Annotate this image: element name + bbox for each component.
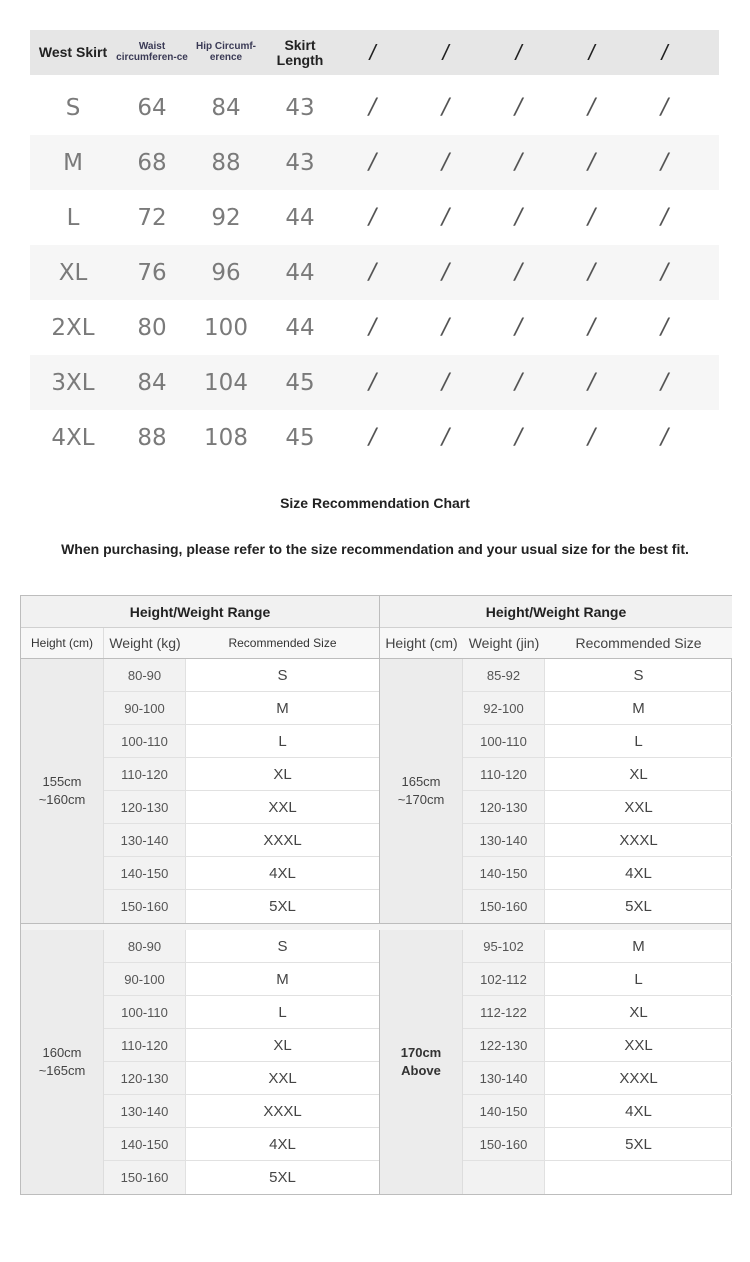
- left-size-col: Recommended Size: [228, 636, 337, 650]
- size-label: L: [66, 204, 80, 231]
- recommendation-row: [463, 857, 732, 890]
- height-line: 160cm: [42, 1044, 82, 1060]
- recommendation-row: [104, 1095, 379, 1128]
- recommended-size: XXXL: [263, 831, 302, 849]
- weight-size-rows: [463, 659, 732, 923]
- recommendation-row: [463, 692, 732, 725]
- recommendation-row: [104, 758, 379, 791]
- height-line: 155cm: [42, 773, 82, 789]
- recommended-size: 5XL: [625, 898, 652, 915]
- blank-cell: /: [441, 205, 450, 230]
- weight-range: 80-90: [104, 930, 186, 962]
- hip-value: 100: [204, 314, 248, 341]
- recommended-size: XL: [629, 1003, 648, 1021]
- blank-cell: /: [514, 370, 523, 395]
- size-row: [30, 300, 719, 355]
- recommendation-row: [104, 659, 379, 692]
- left-weight-col: Weight (kg): [109, 635, 181, 651]
- size-label: M: [63, 149, 83, 176]
- blank-cell: /: [368, 150, 377, 175]
- recommendation-row: [104, 857, 379, 890]
- header-blank: /: [588, 39, 595, 65]
- block-top-left: [21, 659, 380, 923]
- blank-cell: /: [514, 260, 523, 285]
- chart-title: Size Recommendation Chart: [280, 495, 470, 511]
- weight-size-rows: [104, 659, 379, 923]
- blank-cell: /: [587, 425, 596, 450]
- recommendation-row: [463, 758, 732, 791]
- header-skirt-length: Skirt Length: [276, 36, 324, 68]
- waist-value: 64: [137, 94, 167, 121]
- size-row: [30, 245, 719, 300]
- size-table-body: [30, 80, 719, 465]
- recommendation-row: [104, 890, 379, 923]
- recommended-size: 4XL: [269, 864, 296, 882]
- size-row: [30, 410, 719, 465]
- block-bottom-left: [21, 930, 380, 1194]
- header-blank: /: [515, 39, 522, 65]
- blank-cell: /: [441, 370, 450, 395]
- blank-cell: /: [514, 95, 523, 120]
- height-line: Above: [401, 1063, 441, 1078]
- weight-range: 130-140: [104, 1095, 186, 1127]
- recommended-size: [545, 1161, 732, 1194]
- blank-cell: /: [368, 205, 377, 230]
- recommendation-row: [463, 1062, 732, 1095]
- size-label: S: [65, 94, 81, 121]
- recommendation-row: [104, 692, 379, 725]
- recommended-size: 5XL: [625, 1135, 652, 1153]
- weight-range: 150-160: [104, 890, 186, 923]
- left-header: [21, 596, 380, 658]
- height-line: ~160cm: [38, 792, 86, 807]
- size-table: [30, 30, 719, 465]
- weight-size-rows: [104, 930, 379, 1194]
- length-value: 44: [285, 204, 315, 231]
- blank-cell: /: [587, 260, 596, 285]
- height-range: [21, 930, 104, 1194]
- recommendation-row: [463, 1095, 732, 1128]
- right-header: [380, 596, 732, 658]
- weight-range: [463, 1161, 545, 1194]
- recommendation-row: [463, 1029, 732, 1062]
- recommendation-row: [463, 725, 732, 758]
- hip-value: 92: [211, 204, 241, 231]
- blank-cell: /: [660, 370, 669, 395]
- recommended-size: XXXL: [263, 1102, 302, 1120]
- weight-range: 100-110: [104, 996, 186, 1028]
- recommendation-row: [104, 824, 379, 857]
- weight-range: 90-100: [104, 692, 186, 724]
- size-label: XL: [58, 259, 88, 286]
- waist-value: 84: [137, 369, 167, 396]
- size-row: [30, 135, 719, 190]
- recommended-size: XXL: [624, 798, 653, 816]
- weight-range: 102-112: [463, 963, 545, 995]
- recommendation-row: [104, 1161, 379, 1194]
- recommended-size: L: [278, 732, 287, 750]
- weight-range: 130-140: [104, 824, 186, 856]
- left-header-columns: [21, 628, 379, 658]
- blank-cell: /: [660, 260, 669, 285]
- recommended-size: 5XL: [269, 898, 296, 915]
- recommended-size: L: [634, 970, 643, 988]
- recommendation-row: [104, 996, 379, 1029]
- right-header-title: Height/Weight Range: [380, 596, 732, 628]
- blank-cell: /: [441, 315, 450, 340]
- length-value: 43: [285, 149, 315, 176]
- height-line: 165cm: [401, 773, 441, 789]
- recommended-size: L: [634, 732, 643, 750]
- recommendation-block-bottom: [21, 924, 731, 1194]
- hip-value: 108: [204, 424, 248, 451]
- recommendation-row: [463, 890, 732, 923]
- blank-cell: /: [368, 260, 377, 285]
- recommendation-row: [104, 930, 379, 963]
- blank-cell: /: [368, 95, 377, 120]
- recommended-size: XXL: [268, 1069, 297, 1087]
- weight-range: 122-130: [463, 1029, 545, 1061]
- recommended-size: S: [277, 666, 288, 684]
- block-bottom-right: [380, 930, 732, 1194]
- weight-range: 140-150: [104, 1128, 186, 1160]
- weight-range: 130-140: [463, 1062, 545, 1094]
- header-hip: Hip Circumf-erence: [196, 41, 256, 63]
- blank-cell: /: [660, 95, 669, 120]
- blank-cell: /: [514, 425, 523, 450]
- recommended-size: S: [277, 937, 288, 955]
- chart-note: When purchasing, please refer to the size recommendation and your usual size for the best fit.: [61, 541, 689, 557]
- recommendation-row: [463, 791, 732, 824]
- recommended-size: XXXL: [619, 831, 658, 849]
- waist-value: 68: [137, 149, 167, 176]
- recommended-size: XL: [273, 765, 292, 783]
- blank-cell: /: [587, 370, 596, 395]
- height-line: ~170cm: [397, 792, 445, 807]
- recommendation-table: [20, 595, 732, 1195]
- recommendation-row: [463, 996, 732, 1029]
- recommended-size: 5XL: [269, 1169, 296, 1186]
- right-size-col: Recommended Size: [575, 635, 702, 651]
- right-header-columns: [380, 628, 732, 658]
- weight-range: 150-160: [104, 1161, 186, 1194]
- weight-range: 130-140: [463, 824, 545, 856]
- size-label: 2XL: [51, 314, 95, 341]
- blank-cell: /: [514, 315, 523, 340]
- right-height-col: Height (cm): [385, 635, 458, 651]
- recommendation-row: [104, 963, 379, 996]
- recommended-size: XL: [629, 765, 648, 783]
- recommended-size: L: [278, 1003, 287, 1021]
- height-range: [380, 930, 463, 1194]
- weight-size-rows: [463, 930, 732, 1194]
- header-west-skirt: West Skirt: [38, 44, 108, 61]
- size-row: [30, 80, 719, 135]
- weight-range: 92-100: [463, 692, 545, 724]
- recommendation-row: [104, 725, 379, 758]
- recommendation-row: [463, 1161, 732, 1194]
- recommendation-row: [104, 1128, 379, 1161]
- hip-value: 104: [204, 369, 248, 396]
- blank-cell: /: [587, 95, 596, 120]
- blank-cell: /: [660, 205, 669, 230]
- recommendation-header: [21, 596, 731, 659]
- blank-cell: /: [368, 425, 377, 450]
- recommendation-row: [104, 1029, 379, 1062]
- weight-range: 85-92: [463, 659, 545, 691]
- blank-cell: /: [587, 205, 596, 230]
- weight-range: 110-120: [104, 758, 186, 790]
- hip-value: 84: [211, 94, 241, 121]
- header-blank: /: [661, 39, 668, 65]
- weight-range: 140-150: [104, 857, 186, 889]
- length-value: 45: [285, 424, 315, 451]
- weight-range: 140-150: [463, 857, 545, 889]
- waist-value: 72: [137, 204, 167, 231]
- recommended-size: 4XL: [625, 1102, 652, 1120]
- blank-cell: /: [441, 95, 450, 120]
- height-line: ~165cm: [38, 1063, 86, 1078]
- weight-range: 120-130: [104, 791, 186, 823]
- length-value: 45: [285, 369, 315, 396]
- weight-range: 112-122: [463, 996, 545, 1028]
- weight-range: 150-160: [463, 1128, 545, 1160]
- length-value: 43: [285, 94, 315, 121]
- weight-range: 100-110: [104, 725, 186, 757]
- hip-value: 88: [211, 149, 241, 176]
- recommended-size: M: [276, 699, 289, 717]
- blank-cell: /: [660, 315, 669, 340]
- header-blank: /: [442, 39, 449, 65]
- height-range: [380, 659, 463, 923]
- blank-cell: /: [514, 205, 523, 230]
- blank-cell: /: [441, 150, 450, 175]
- weight-range: 140-150: [463, 1095, 545, 1127]
- size-table-header: [30, 30, 719, 75]
- blank-cell: /: [660, 150, 669, 175]
- recommendation-row: [463, 1128, 732, 1161]
- height-line: 170cm: [400, 1044, 442, 1060]
- length-value: 44: [285, 314, 315, 341]
- waist-value: 88: [137, 424, 167, 451]
- blank-cell: /: [587, 150, 596, 175]
- recommendation-row: [104, 791, 379, 824]
- height-range: [21, 659, 104, 923]
- weight-range: 120-130: [463, 791, 545, 823]
- blank-cell: /: [368, 370, 377, 395]
- recommended-size: XXL: [624, 1036, 653, 1054]
- weight-range: 150-160: [463, 890, 545, 923]
- recommended-size: 4XL: [625, 864, 652, 882]
- size-row: [30, 190, 719, 245]
- weight-range: 80-90: [104, 659, 186, 691]
- left-header-title: Height/Weight Range: [21, 596, 379, 628]
- recommended-size: XXXL: [619, 1069, 658, 1087]
- blank-cell: /: [441, 425, 450, 450]
- recommendation-row: [104, 1062, 379, 1095]
- recommendation-block-top: [21, 659, 731, 924]
- header-waist: Waist circumferen-ce: [116, 41, 188, 63]
- recommendation-row: [463, 963, 732, 996]
- blank-cell: /: [587, 315, 596, 340]
- header-blank: /: [369, 39, 376, 65]
- right-weight-col: Weight (jin): [468, 635, 540, 651]
- blank-cell: /: [441, 260, 450, 285]
- weight-range: 95-102: [463, 930, 545, 962]
- recommended-size: XL: [273, 1036, 292, 1054]
- recommended-size: M: [276, 970, 289, 988]
- size-row: [30, 355, 719, 410]
- recommendation-row: [463, 659, 732, 692]
- length-value: 44: [285, 259, 315, 286]
- recommended-size: M: [632, 937, 645, 955]
- weight-range: 100-110: [463, 725, 545, 757]
- blank-cell: /: [660, 425, 669, 450]
- block-top-right: [380, 659, 732, 923]
- blank-cell: /: [514, 150, 523, 175]
- recommended-size: M: [632, 699, 645, 717]
- recommended-size: S: [633, 666, 644, 684]
- weight-range: 110-120: [463, 758, 545, 790]
- hip-value: 96: [211, 259, 241, 286]
- size-label: 3XL: [51, 369, 95, 396]
- size-label: 4XL: [51, 424, 95, 451]
- weight-range: 110-120: [104, 1029, 186, 1061]
- waist-value: 76: [137, 259, 167, 286]
- blank-cell: /: [368, 315, 377, 340]
- weight-range: 120-130: [104, 1062, 186, 1094]
- recommended-size: 4XL: [269, 1135, 296, 1153]
- recommended-size: XXL: [268, 798, 297, 816]
- recommendation-row: [463, 930, 732, 963]
- left-height-col: Height (cm): [21, 628, 104, 658]
- recommendation-row: [463, 824, 732, 857]
- waist-value: 80: [137, 314, 167, 341]
- weight-range: 90-100: [104, 963, 186, 995]
